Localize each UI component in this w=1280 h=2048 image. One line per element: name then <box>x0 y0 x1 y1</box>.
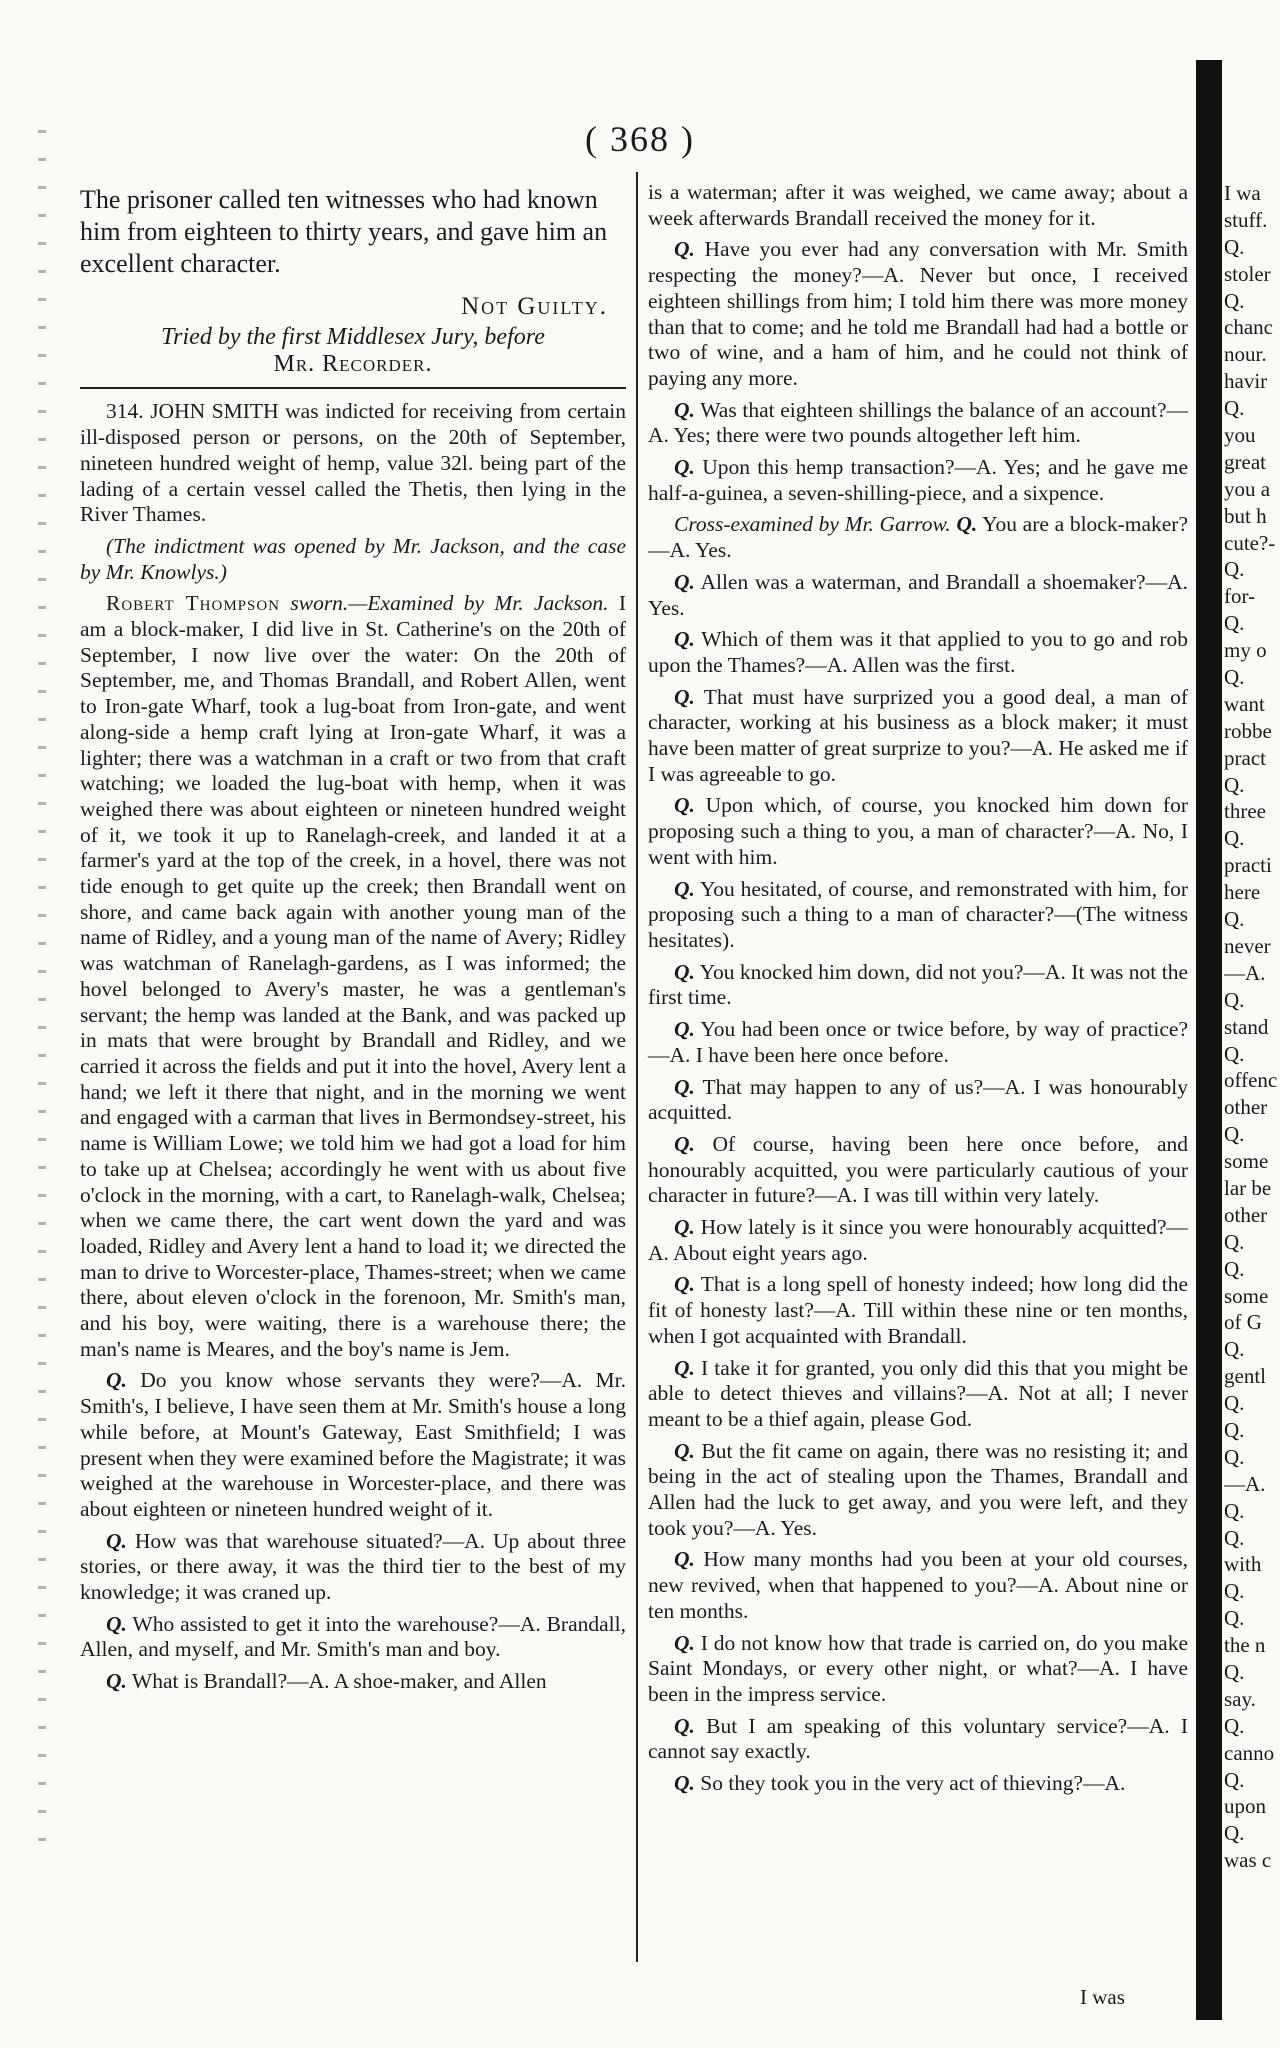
qa-item <box>648 1075 1188 1126</box>
witness-name: Robert Thompson <box>106 591 281 616</box>
left-column <box>80 184 626 1701</box>
qa-item <box>648 793 1188 870</box>
question-mark: Q. <box>674 397 695 422</box>
qa-text: You knocked him down, did not you?—A. It was not the first time. <box>648 959 1188 1010</box>
right-fragment-line: Q. <box>1224 1229 1245 1254</box>
case-heading: 314. JOHN SMITH was indicted for receiving from certain ill-disposed person or persons, on the 20th of September, nineteen hundred weight of hemp, value 32l. being part of the lading of a certain vessel called the Thetis, then lying in the River Thames. <box>80 399 626 527</box>
testimony: I am a block-maker, I did live in St. Catherine's on the 20th of September, I now live over the water: On the 20th of September, me, and Thomas Brandall, and Robert Allen, went to Iron-gate Wharf, took a lug-boat from Iron-gate, and went along-side a hemp craft lying at Iron-gate Wharf, it was a lighter; there was a watchman in a craft or two from that craft watching; we loaded the lug-boat with hemp, when it was weighed there was about eighteen or nineteen hundred weight of it, we took it up to Ranelagh-creek, and landed it at a farmer's yard at the top of the creek, in a hovel, there was not tide enough to get quite up the creek; then Brandall went on shore, and came back again with another young man of the name of Ridley, and a young man of the name of Avery; Ridley was watchman of Ranelagh-gardens, as I was informed; the hovel belonged to Avery's master, he was a gentleman's servant; the hemp was landed at the Bank, and was packed up in mats that were brought by Brandall and Ridley, and we carried it across the fields and put it into the hovel, Avery lent a hand; we left it there that night, and in the morning we went and engaged with a carman that lives in Bermondsey-street, his name is William Lowe; we told him we had got a load for him to take up at Chelsea; accordingly he went with us about five o'clock in the morning, with a cart, to Ranelagh-walk, Chelsea; when we came there, the cart went down the yard and was loaded, Ridley and Avery lent a hand to load it; we directed the man to drive to Worcester-place, Thames-street; when we came there, about eleven o'clock in the forenoon, Mr. Smith's man, and his boy, were waiting, there is a warehouse there; the man's name is Meares, and the boy's name is Jem. <box>80 591 627 1361</box>
right-fragment-line: Q. <box>1224 987 1245 1012</box>
right-fragment-line: Q. <box>1224 1041 1245 1066</box>
qa-item <box>648 1272 1188 1349</box>
continuation: is a waterman; after it was weighed, we came away; about a week afterwards Brandall received the money for it. <box>648 180 1188 230</box>
right-fragment-line: with <box>1224 1552 1262 1577</box>
qa-text: You had been once or twice before, by way of practice?—A. I have been here once before. <box>648 1017 1188 1067</box>
right-fragment-line: the n <box>1224 1633 1266 1658</box>
right-fragment-line: stoler <box>1224 261 1271 286</box>
right-fragment-line: stand <box>1224 1014 1269 1039</box>
middle-column <box>648 180 1188 1803</box>
qa-text: I take it for granted, you only did this that you might be able to detect thieves and villains?—A. Not at all; I never meant to be a thief again, please God. <box>648 1355 1189 1431</box>
question-mark: Q. <box>956 512 978 537</box>
question-mark: Q. <box>674 1547 695 1572</box>
qa-item <box>648 1356 1188 1433</box>
right-fragment-line: chanc <box>1224 315 1273 340</box>
right-fragment-line: Q. <box>1224 826 1245 851</box>
question-mark: Q. <box>674 1713 695 1738</box>
cross-label: Cross-examined by Mr. Garrow. <box>674 512 951 537</box>
right-fragment-line: —A. <box>1224 960 1266 985</box>
qa-text: So they took you in the very act of thieving?—A. <box>700 1771 1126 1796</box>
right-fragment-line: never <box>1224 933 1271 958</box>
right-fragment-line: want <box>1224 691 1265 716</box>
qa-text: Who assisted to get it into the warehouse?—A. Brandall, Allen, and myself, and Mr. Smith's man and boy. <box>80 1611 627 1662</box>
qa-text: How lately is it since you were honourably acquitted?—A. About eight years ago. <box>648 1215 1189 1265</box>
qa-text: Of course, having been here once before, and honourably acquitted, you were particularly cautious of your character in future?—A. I was till within very lately. <box>648 1131 1189 1208</box>
question-mark: Q. <box>674 684 695 709</box>
qa-item <box>648 1132 1188 1209</box>
right-fragment-line: some <box>1224 1283 1269 1308</box>
qa-item <box>80 1529 626 1606</box>
right-fragment-line: Q. <box>1224 234 1245 259</box>
question-mark: Q. <box>674 237 695 262</box>
middle-qa-list <box>648 237 1188 506</box>
right-page-fragment <box>1224 180 1280 1874</box>
right-fragment-line: Q. <box>1224 1713 1245 1738</box>
qa-text: Was that eighteen shillings the balance of an account?—A. Yes; there were two pounds altogether left him. <box>648 397 1188 448</box>
qa-item <box>80 1368 626 1522</box>
qa-text: Upon this hemp transaction?—A. Yes; and he gave me half-a-guinea, a seven-shilling-piece, and a sixpence. <box>648 455 1189 505</box>
qa-text: But the fit came on again, there was no resisting it; and being in the act of stealing upon the Thames, Brandall and Allen had the luck to get away, and you were left, and they took you?—A. Yes. <box>648 1438 1188 1540</box>
qa-item <box>648 1547 1188 1624</box>
right-fragment-line: you <box>1224 423 1256 448</box>
qa-text: But I am speaking of this voluntary service?—A. I cannot say exactly. <box>648 1713 1188 1764</box>
middle-qa-list-2 <box>648 570 1188 1797</box>
right-fragment-line: Q. <box>1224 396 1245 421</box>
right-fragment-line: lar be <box>1224 1175 1272 1200</box>
question-mark: Q. <box>674 1438 695 1463</box>
right-fragment-line: Q. <box>1224 557 1245 582</box>
column-divider <box>636 172 638 1962</box>
right-fragment-line: Q. <box>1224 1659 1245 1684</box>
right-fragment-line: gentl <box>1224 1364 1266 1389</box>
page-number: ( 368 ) <box>585 119 695 159</box>
right-fragment-line: my o <box>1224 638 1267 663</box>
qa-text: Upon which, of course, you knocked him down for proposing such a thing to you, a man of character?—A. No, I went with him. <box>648 793 1188 869</box>
right-fragment-line: Q. <box>1224 1525 1245 1550</box>
right-fragment-line: but h <box>1224 503 1267 528</box>
qa-item <box>648 1215 1188 1266</box>
qa-item <box>648 1017 1188 1068</box>
qa-text: How many months had you been at your old courses, new revived, when that happened to you?—A. About nine or ten months. <box>648 1547 1189 1623</box>
right-fragment-line: Q. <box>1224 772 1245 797</box>
tried-line: Tried by the first Middlesex Jury, before <box>161 323 545 350</box>
right-fragment-line: for- <box>1224 584 1256 609</box>
right-fragment-line: of G <box>1224 1310 1262 1335</box>
right-fragment-line: Q. <box>1224 665 1245 690</box>
right-fragment-line: Q. <box>1224 1606 1245 1631</box>
qa-item <box>648 398 1188 449</box>
qa-item <box>648 960 1188 1011</box>
binding-shadow <box>1196 60 1222 2020</box>
right-fragment-line: practi <box>1224 853 1272 878</box>
right-fragment-line: you a <box>1224 476 1271 501</box>
question-mark: Q. <box>674 1272 695 1297</box>
right-fragment-line: I wa <box>1224 181 1261 205</box>
question-mark: Q. <box>674 959 695 984</box>
question-mark: Q. <box>106 1669 127 1694</box>
qa-item <box>648 1439 1188 1542</box>
right-fragment-line: Q. <box>1224 1579 1245 1604</box>
right-fragment-line: Q. <box>1224 1122 1245 1147</box>
qa-item <box>648 1771 1188 1797</box>
right-fragment-line: other <box>1224 1095 1268 1120</box>
right-fragment-line: three <box>1224 799 1266 824</box>
tried-judge: Mr. Recorder. <box>273 350 433 377</box>
question-mark: Q. <box>674 569 695 594</box>
question-mark: Q. <box>674 1131 695 1156</box>
qa-item <box>648 1714 1188 1765</box>
qa-text: That may happen to any of us?—A. I was honourably acquitted. <box>648 1074 1188 1125</box>
right-fragment-line: havir <box>1224 369 1268 394</box>
qa-text: Allen was a waterman, and Brandall a shoemaker?—A. Yes. <box>648 569 1188 620</box>
question-mark: Q. <box>106 1611 127 1636</box>
qa-item <box>648 877 1188 954</box>
right-fragment-line: nour. <box>1224 342 1267 367</box>
question-mark: Q. <box>674 876 695 901</box>
right-fragment-line: here <box>1224 880 1261 905</box>
right-fragment-line: pract <box>1224 745 1266 770</box>
right-fragment-line: Q. <box>1224 288 1245 313</box>
right-fragment-line: great <box>1224 449 1266 474</box>
qa-item <box>80 1612 626 1663</box>
verdict-intro: The prisoner called ten witnesses who had known him from eighteen to thirty years, and gave him an excellent character. <box>80 185 608 278</box>
qa-text: What is Brandall?—A. A shoe-maker, and Allen <box>131 1669 547 1694</box>
question-mark: Q. <box>674 1017 695 1042</box>
witness-intro: sworn.—Examined by Mr. Jackson. <box>290 591 609 616</box>
right-fragment-line: Q. <box>1224 1498 1245 1523</box>
right-fragment-line: —A. <box>1224 1471 1266 1496</box>
right-fragment-line: was c <box>1224 1848 1272 1873</box>
qa-item <box>80 1669 626 1695</box>
right-fragment-line: Q. <box>1224 907 1245 932</box>
right-fragment-line: upon <box>1224 1794 1266 1819</box>
right-fragment-line: Q. <box>1224 1821 1245 1846</box>
section-rule <box>80 387 626 389</box>
qa-item <box>648 237 1188 391</box>
question-mark: Q. <box>674 1355 695 1380</box>
qa-item <box>648 570 1188 621</box>
right-fragment-line: cute?- <box>1224 530 1276 555</box>
catchword: I was <box>1080 1985 1125 2009</box>
right-fragment-line: canno <box>1224 1740 1275 1765</box>
case-note: (The indictment was opened by Mr. Jackson, and the case by Mr. Knowlys.) <box>80 533 626 584</box>
cross-exam-paragraph <box>648 512 1188 563</box>
qa-text: That must have surprized you a good deal, a man of character, working at his business as a block maker; it must have been matter of great surprize to you?—A. He asked me if I was agreeable to go. <box>648 684 1188 786</box>
right-fragment-line: Q. <box>1224 1767 1245 1792</box>
qa-text: How was that warehouse situated?—A. Up about three stories, or there away, it was the third tier to the best of my knowledge; it was craned up. <box>80 1528 626 1605</box>
cross-first: You are a block-maker?—A. Yes. <box>648 512 1189 563</box>
qa-item <box>648 455 1188 506</box>
question-mark: Q. <box>674 1215 695 1240</box>
right-fragment-line: offenc <box>1224 1068 1278 1093</box>
qa-text: You hesitated, of course, and remonstrated with him, for proposing such a thing to a man of character?—(The witness hesitates). <box>648 876 1188 952</box>
question-mark: Q. <box>674 793 695 818</box>
qa-text: I do not know how that trade is carried on, do you make Saint Mondays, or every other night, or what?—A. I have been in the impress service. <box>648 1630 1188 1706</box>
right-fragment-line: Q. <box>1224 1417 1245 1442</box>
verdict: Not Guilty. <box>461 293 608 320</box>
qa-text: Which of them was it that applied to you to go and rob upon the Thames?—A. Allen was the first. <box>648 627 1188 677</box>
question-mark: Q. <box>674 455 695 480</box>
qa-item <box>648 685 1188 788</box>
right-fragment-line: some <box>1224 1149 1269 1174</box>
witness-paragraph <box>80 591 626 1362</box>
qa-text: Have you ever had any conversation with Mr. Smith respecting the money?—A. Never but once, I received eighteen shillings from him; I told him there was more money than that to come; and he told me Brandall had had a bottle or two of wine, and a ham of him, and he could not think of paying any more. <box>648 237 1188 390</box>
question-mark: Q. <box>106 1528 127 1553</box>
qa-text: Do you know whose servants they were?—A. Mr. Smith's, I believe, I have seen them at Mr. Smith's house a long while before, at Mount's Gateway, East Smithfield; I was present when they were examined before the Magistrate; it was weighed at the warehouse in Worcester-place, and there was about eighteen or nineteen hundred weight of it. <box>80 1368 627 1521</box>
right-fragment-line: robbe <box>1224 718 1272 743</box>
right-fragment-line: stuff. <box>1224 207 1268 232</box>
right-fragment-line: Q. <box>1224 1256 1245 1281</box>
right-fragment-line: Q. <box>1224 1337 1245 1362</box>
right-fragment-line: Q. <box>1224 1391 1245 1416</box>
question-mark: Q. <box>674 1771 695 1796</box>
question-mark: Q. <box>674 1074 695 1099</box>
right-fragment-line: other <box>1224 1202 1268 1227</box>
right-fragment-line: say. <box>1224 1686 1256 1711</box>
question-mark: Q. <box>106 1368 127 1393</box>
question-mark: Q. <box>674 1630 695 1655</box>
question-mark: Q. <box>674 627 695 652</box>
qa-item <box>648 1631 1188 1708</box>
qa-item <box>648 627 1188 678</box>
margin-marks <box>38 130 46 1850</box>
right-fragment-line: Q. <box>1224 1444 1245 1469</box>
qa-text: That is a long spell of honesty indeed; how long did the fit of honesty last?—A. Till within these nine or ten months, when I got acquainted with Brandall. <box>648 1272 1188 1348</box>
left-qa-list <box>80 1368 626 1694</box>
right-fragment-line: Q. <box>1224 611 1245 636</box>
